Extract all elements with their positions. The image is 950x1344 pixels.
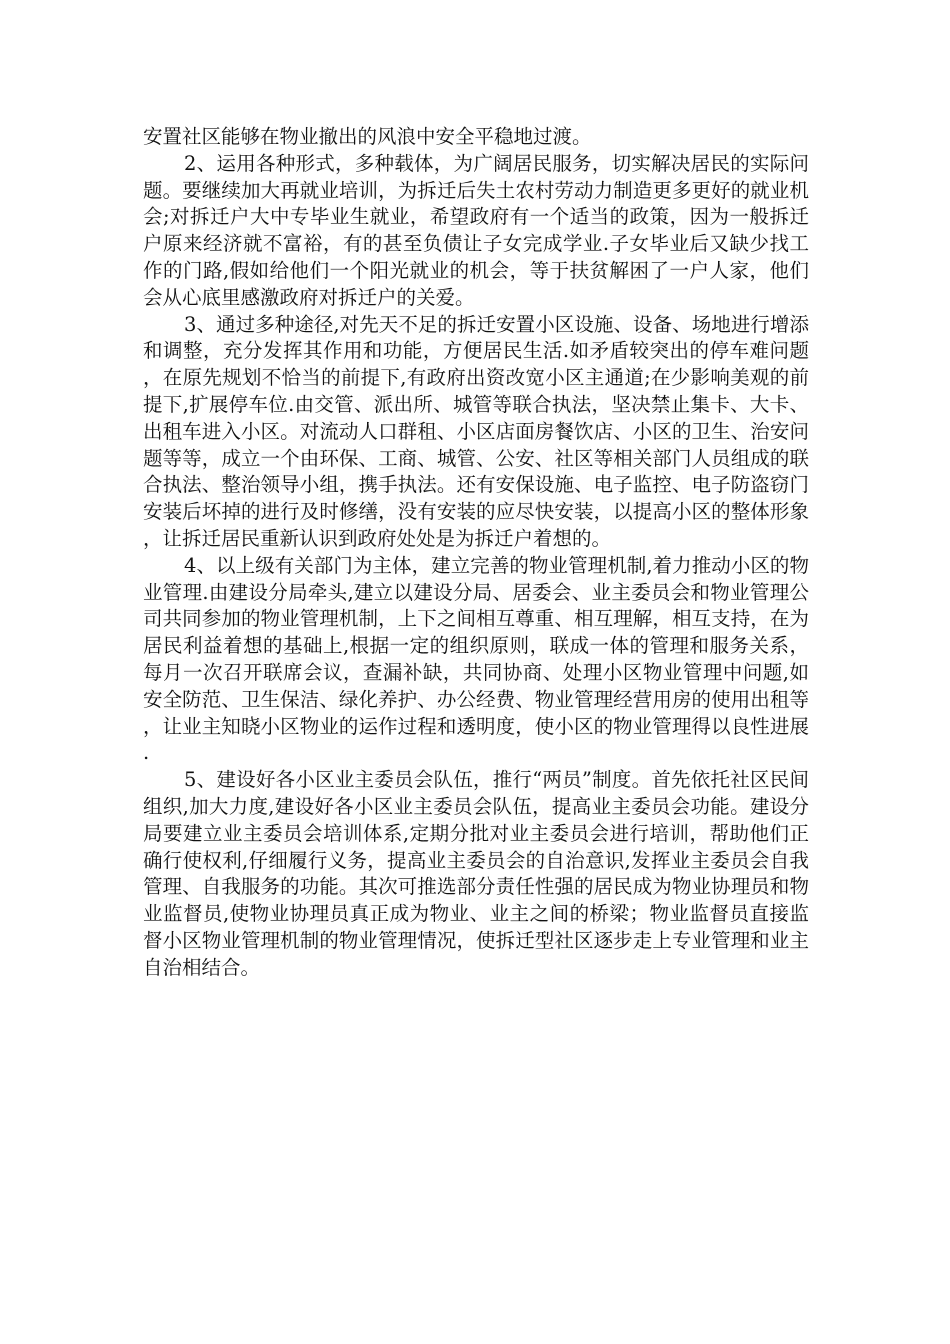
paragraph-continuation: 安置社区能够在物业撤出的风浪中安全平稳地过渡。 [143,125,592,148]
paragraph-item-5: 5、建设好各小区业主委员会队伍，推行“两员”制度。首先依托社区民间组织,加大力度,建设好各小区业主委员会队伍，提高业主委员会功能。建设分局要建立业主委员会培训体系,定期分批对业主委员会进行培训，帮助他们正确行使权利,仔细履行义务，提高业主委员会的自治意识,发挥业主委员会自我管理、自我服务的功能。其次可推选部分责任性强的居民成为物业协理员和物业监督员,使物业协理员真正成为物业、业主之间的桥梁；物业监督员直接监督小区物业管理机制的物业管理情况，使拆迁型社区逐步走上专业管理和业主自治相结合。 [143,768,809,979]
document-body [143,124,809,982]
paragraph-item-2: 2、运用各种形式，多种载体，为广阔居民服务，切实解决居民的实际问题。要继续加大再就业培训，为拆迁后失土农村劳动力制造更多更好的就业机会;对拆迁户大中专毕业生就业，希望政府有一个适当的政策，因为一般拆迁户原来经济就不富裕，有的甚至负债让子女完成学业.子女毕业后又缺少找工作的门路,假如给他们一个阳光就业的机会，等于扶贫解困了一户人家，他们会从心底里感激政府对拆迁户的关爱。 [143,151,809,309]
paragraph-item-3: 3、通过多种途径,对先天不足的拆迁安置小区设施、设备、场地进行增添和调整，充分发挥其作用和功能，方便居民生活.如矛盾较突出的停车难问题，在原先规划不恰当的前提下,有政府出资改宽小区主通道;在少影响美观的前提下,扩展停车位.由交管、派出所、城管等联合执法，坚决禁止集卡、大卡、出租车进入小区。对流动人口群租、小区店面房餐饮店、小区的卫生、治安问题等等，成立一个由环保、工商、城管、公安、社区等相关部门人员组成的联合执法、整治领导小组，携手执法。还有安保设施、电子监控、电子防盗窃门安装后坏掉的进行及时修缮，没有安装的应尽快安装，以提高小区的整体形象，让拆迁居民重新认识到政府处处是为拆迁户着想的。 [143,312,809,550]
paragraph-item-4: 4、以上级有关部门为主体，建立完善的物业管理机制,着力推动小区的物业管理.由建设分局牵头,建立以建设分局、居委会、业主委员会和物业管理公司共同参加的物业管理机制，上下之间相互尊重、相互理解，相互支持，在为居民利益着想的基础上,根据一定的组织原则，联成一体的管理和服务关系，每月一次召开联席会议，查漏补缺，共同协商、处理小区物业管理中问题,如安全防范、卫生保洁、绿化养护、办公经费、物业管理经营用房的使用出租等，让业主知晓小区物业的运作过程和透明度，使小区的物业管理得以良性进展. [143,553,809,765]
